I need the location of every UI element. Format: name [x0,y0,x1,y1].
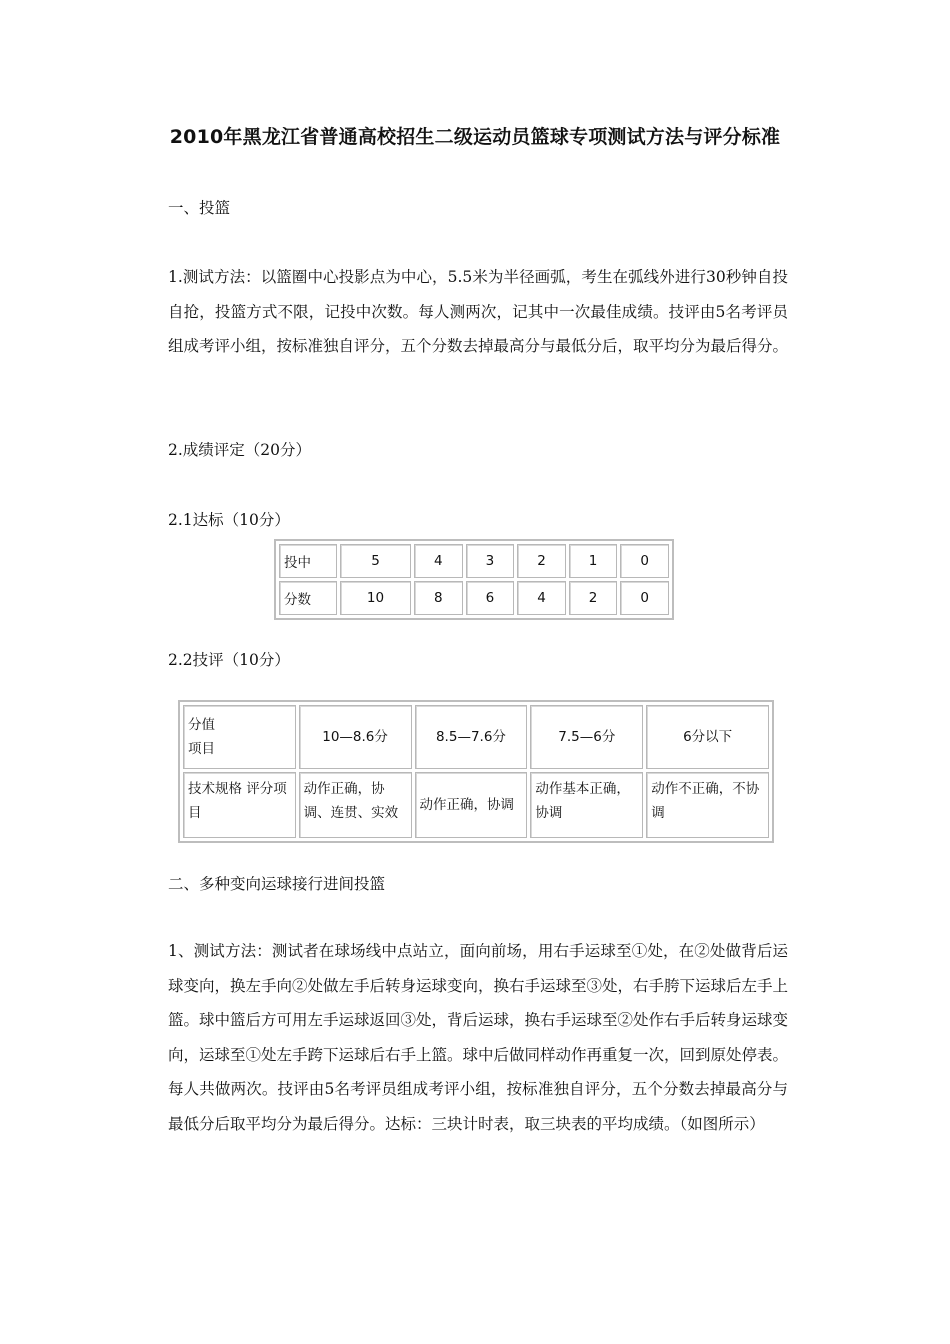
table-header: 8.5—7.6分 [415,705,528,769]
table-cell: 0 [620,581,669,615]
table-cell: 10 [340,581,411,615]
technique-table [178,700,774,843]
table-cell: 0 [620,544,669,578]
table-cell: 动作不正确，不协调 [646,772,769,838]
subsection-2-2-heading: 2.2技评（10分） [168,651,290,669]
table-row-label: 投中 [279,544,337,578]
section-2-heading: 二、多种变向运球接行进间投篮 [168,875,386,893]
subsection-2-1-heading: 2.1达标（10分） [168,511,290,529]
table-cell: 动作基本正确，协调 [530,772,643,838]
table-row [183,705,769,769]
table-row-label: 技术规格 评分项目 [183,772,296,838]
table-cell: 6 [466,581,515,615]
table-row [183,772,769,838]
section-2-method-paragraph: 1、测试方法：测试者在球场线中点站立，面向前场，用右手运球至①处，在②处做背后运球变向，换左手向②处做左手后转身运球变向，换右手运球至③处，右手胯下运球后左手上篮。球中篮后方可用左手运球返回③处，背后运球，换右手运球至②处作右手后转身运球变向，运球至①处左手跨下运球后右手上篮。球中后做同样动作再重复一次，回到原处停表。每人共做两次。技评由5名考评员组成考评小组，按标准独自评分，五个分数去掉最高分与最低分后取平均分为最后得分。达标：三块计时表，取三块表的平均成绩。（如图所示） [168,942,789,1133]
table-header: 6分以下 [646,705,769,769]
table-row [279,544,669,578]
table-cell: 1 [569,544,618,578]
table-cell: 4 [517,581,566,615]
table-cell: 4 [414,544,463,578]
section-1-heading: 一、投篮 [168,199,231,217]
table-cell: 5 [340,544,411,578]
table-cell: 3 [466,544,515,578]
table-corner-cell [183,705,296,769]
table-header: 10—8.6分 [299,705,412,769]
document-title: 2010年黑龙江省普通高校招生二级运动员篮球专项测试方法与评分标准 [169,126,781,148]
corner-bottom-label: 项目 [188,741,215,757]
table-cell: 动作正确，协调、连贯、实效 [299,772,412,838]
grading-heading: 2.成绩评定（20分） [168,441,312,459]
section-1-method-paragraph: 1.测试方法：以篮圈中心投影点为中心，5.5米为半径画弧，考生在弧线外进行30秒钟自投自抢，投篮方式不限，记投中次数。每人测两次，记其中一次最佳成绩。技评由5名考评员组成考评小组，按标准独自评分，五个分数去掉最高分与最低分后，取平均分为最后得分。 [168,268,789,355]
table-cell: 2 [569,581,618,615]
table-cell: 2 [517,544,566,578]
table-row [279,581,669,615]
corner-top-label: 分值 [188,717,215,733]
table-header: 7.5—6分 [530,705,643,769]
score-table [274,539,674,620]
table-row-label: 分数 [279,581,337,615]
table-cell: 8 [414,581,463,615]
table-cell: 动作正确，协调 [415,772,528,838]
